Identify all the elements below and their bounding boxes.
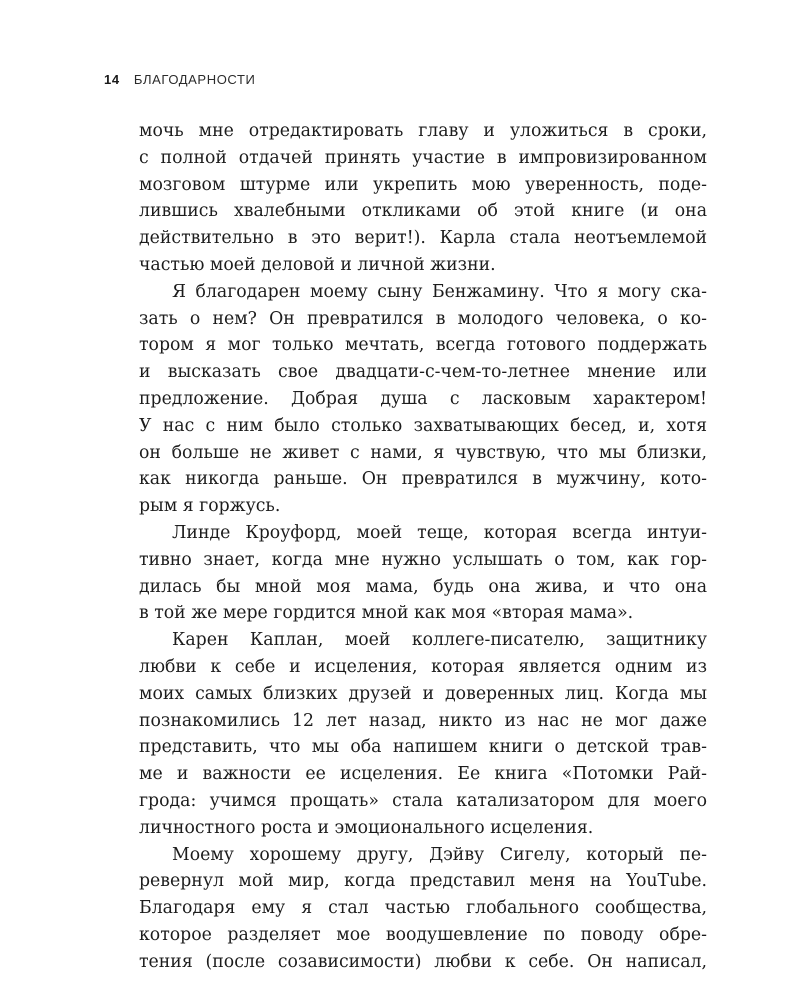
text-line: грода: учимся прощать» стала катализатором для моего	[139, 790, 707, 811]
text-line: мозговом штурме или укрепить мою уверенность, поде-	[139, 174, 707, 195]
text-line: в той же мере гордится мной как моя «вторая мама».	[139, 603, 634, 624]
text-line: ревернул мой мир, когда представил меня на YouTube.	[139, 871, 707, 892]
text-line: ме и важности ее исцеления. Ее книга «Потомки Рай-	[139, 764, 707, 785]
text-line: мочь мне отредактировать главу и уложиться в сроки,	[139, 121, 707, 141]
text-line: У нас с ним было столько захватывающих бесед, и, хотя	[139, 415, 707, 436]
paragraph-start-line: Моему хорошему другу, Дэйву Сигелу, который пе-	[172, 844, 707, 865]
text-line: зать о нем? Он превратился в молодого человека, о ко-	[139, 308, 707, 329]
text-line: тором я мог только мечтать, всегда готового поддержать	[139, 335, 707, 356]
text-line: личностного роста и эмоционального исцеления.	[139, 817, 594, 838]
body-text	[139, 118, 707, 976]
text-line: тивно знает, когда мне нужно услышать о том, как гор-	[139, 549, 707, 570]
text-line: которое разделяет мое воодушевление по поводу обре-	[139, 924, 707, 945]
text-line: тения (после созависимости) любви к себе. Он написал,	[139, 951, 707, 972]
paragraph-start-line: Карен Каплан, моей коллеге-писателю, защитнику	[172, 630, 707, 651]
text-line: рым я горжусь.	[139, 496, 281, 517]
text-line: частью моей деловой и личной жизни.	[139, 254, 496, 275]
text-line: любви к себе и исцеления, которая является одним из	[139, 656, 707, 677]
text-line: представить, что мы оба напишем книги о детской трав-	[139, 737, 707, 758]
text-line: он больше не живет с нами, я чувствую, что мы близки,	[139, 442, 707, 463]
page-number: 14	[104, 72, 120, 87]
section-title: БЛАГОДАРНОСТИ	[133, 72, 256, 87]
text-line: Благодаря ему я стал частью глобального сообщества,	[139, 898, 707, 919]
paragraph-start-line: Линде Кроуфорд, моей теще, которая всегда интуи-	[172, 522, 707, 543]
text-line: как никогда раньше. Он превратился в мужчину, кото-	[139, 469, 707, 490]
running-header	[104, 72, 255, 87]
text-line: с полной отдачей принять участие в импровизированном	[139, 147, 707, 168]
text-line: дилась бы мной моя мама, будь она жива, и что она	[139, 576, 707, 597]
text-line: и высказать свое двадцати-с-чем-то-летнее мнение или	[139, 362, 707, 383]
text-line: лившись хвалебными откликами об этой книге (и она	[139, 201, 707, 222]
text-line: моих самых близких друзей и доверенных лиц. Когда мы	[139, 683, 707, 704]
paragraph-start-line: Я благодарен моему сыну Бенжамину. Что я могу ска-	[172, 281, 707, 302]
text-line: познакомились 12 лет назад, никто из нас не мог даже	[139, 710, 707, 731]
text-line: предложение. Добрая душа с ласковым характером!	[139, 388, 707, 409]
text-line: действительно в это верит!). Карла стала неотъемлемой	[139, 228, 707, 249]
